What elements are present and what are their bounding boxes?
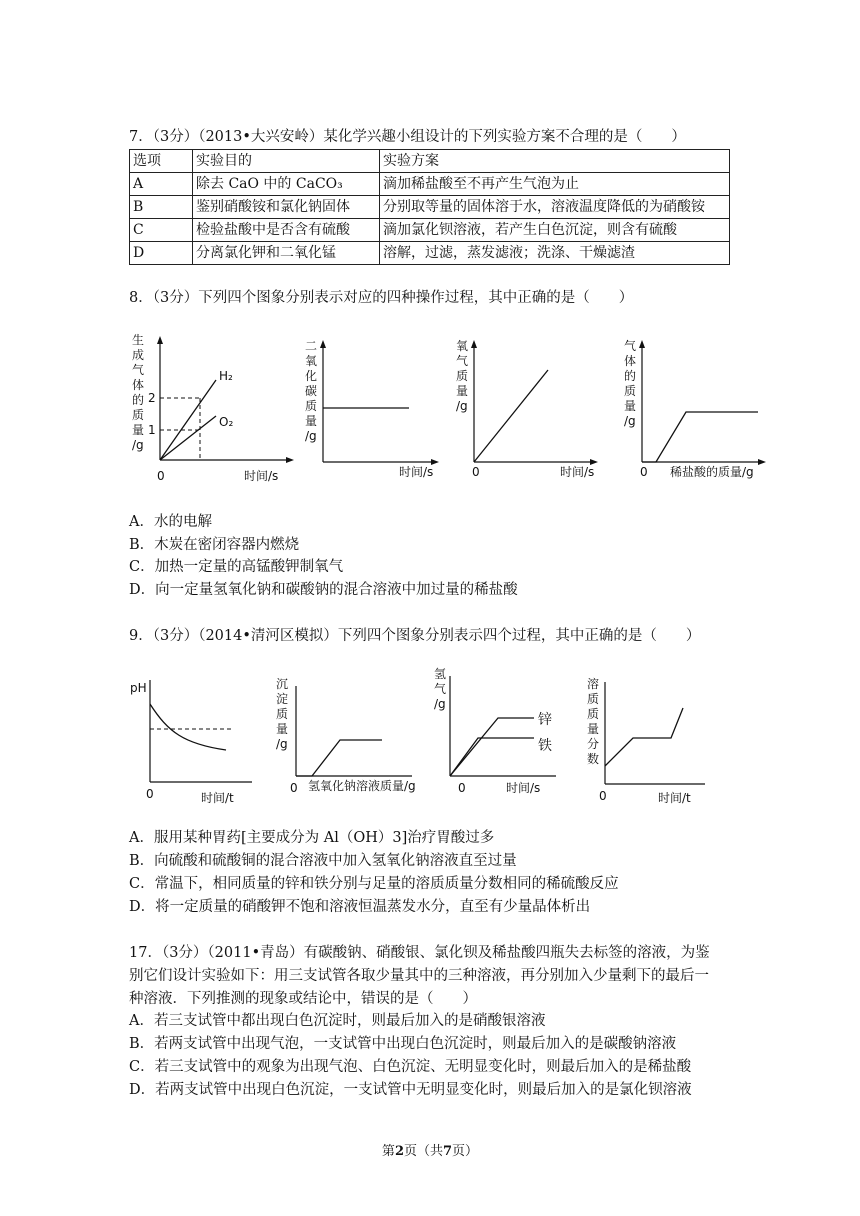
question-9-stem: 9．（3分）（2014•清河区模拟）下列四个图象分别表示四个过程，其中正确的是（ ） <box>129 628 701 644</box>
x-axis-label: 时间/s <box>399 465 434 479</box>
zinc-line <box>450 718 534 776</box>
x-axis-label: 稀盐酸的质量/g <box>670 465 754 479</box>
table-cell: D <box>130 242 193 265</box>
q8-option-b: B．木炭在密闭容器内燃烧 <box>129 537 300 553</box>
q9-option-d: D．将一定质量的硝酸钾不饱和溶液恒温蒸发水分，直至有少量晶体析出 <box>129 899 591 915</box>
question-7-stem: 7．（3分）（2013•大兴安岭）某化学兴趣小组设计的下列实验方案不合理的是（ ） <box>129 129 686 145</box>
x-axis-arrow <box>758 459 766 465</box>
series-label-zinc: 锌 <box>538 712 552 728</box>
experiment-table <box>129 149 730 265</box>
q9-graph-2 <box>270 672 430 812</box>
y-axis-label: 二氧化碳质量/g <box>305 339 318 443</box>
tick-label: 2 <box>148 391 156 405</box>
x-axis-label: 时间/s <box>506 781 541 795</box>
q17-option-c: C．若三支试管中的观象为出现气泡、白色沉淀、无明显变化时，则最后加入的是稀盐酸 <box>129 1059 692 1075</box>
q8-option-a: A．水的电解 <box>129 514 212 530</box>
y-axis-arrow <box>639 340 645 348</box>
y-axis-label: 沉淀质量/g <box>276 677 289 751</box>
q17-option-d: D．若两支试管中出现白色沉淀，一支试管中无明显变化时，则最后加入的是氯化钡溶液 <box>129 1082 692 1098</box>
table-row <box>130 173 730 196</box>
table-cell: 除去 CaO 中的 CaCO₃ <box>193 173 380 196</box>
origin-label: 0 <box>640 465 648 479</box>
ph-curve <box>150 704 226 750</box>
y-axis-arrow <box>157 336 163 344</box>
table-cell: 鉴别硝酸铵和氯化钠固体 <box>193 196 380 219</box>
y-axis-label: 溶质质量分数 <box>587 677 600 766</box>
y-axis-label: 氧气质量/g <box>456 339 469 413</box>
x-axis-label: 氢氧化钠溶液质量/g <box>308 779 416 793</box>
origin-label: 0 <box>458 781 466 795</box>
y-axis-arrow <box>320 340 326 348</box>
origin-label: 0 <box>472 465 480 479</box>
table-cell: B <box>130 196 193 219</box>
y-axis-label: pH <box>130 681 147 695</box>
q9-option-a: A．服用某种胃药[主要成分为 Al（OH）3]治疗胃酸过多 <box>129 830 495 846</box>
origin-label: 0 <box>290 781 298 795</box>
y-axis-label: 生成气体的质量/g <box>132 333 145 452</box>
question-8-stem: 8．（3分）下列四个图象分别表示对应的四种操作过程，其中正确的是（ ） <box>129 290 634 306</box>
q9-option-c: C．常温下，相同质量的锌和铁分别与足量的溶质质量分数相同的稀硫酸反应 <box>129 876 619 892</box>
oxygen-line <box>474 370 548 462</box>
question-17-stem-line-2: 别它们设计实验如下：用三支试管各取少量其中的三种溶液，再分别加入少量剩下的最后一 <box>129 968 709 984</box>
q8-graph-3 <box>452 330 602 490</box>
footer-middle: 页（共 <box>403 1144 443 1159</box>
iron-line <box>450 738 534 776</box>
question-17-stem-line-3: 种溶液．下列推测的现象或结论中，错误的是（ ） <box>129 991 477 1007</box>
q9-graph-3 <box>430 660 570 810</box>
q9-graph-4 <box>585 672 715 812</box>
o2-line <box>160 416 216 460</box>
tick-label: 1 <box>148 423 156 437</box>
y-axis-label: 气体的质量/g <box>624 339 637 428</box>
q8-graph-1 <box>128 330 298 490</box>
table-cell: 溶解，过滤，蒸发滤液；洗涤、干燥滤渣 <box>380 242 730 265</box>
q8-graph-4 <box>620 330 770 490</box>
table-row <box>130 242 730 265</box>
q17-option-a: A．若三支试管中都出现白色沉淀时，则最后加入的是硝酸银溶液 <box>129 1013 546 1029</box>
table-cell: 分离氯化钾和二氧化锰 <box>193 242 380 265</box>
series-label-h2: H₂ <box>219 369 233 383</box>
table-header-cell: 实验方案 <box>380 150 730 173</box>
footer-prefix: 第 <box>381 1144 395 1159</box>
concentration-line <box>605 708 683 766</box>
table-row <box>130 219 730 242</box>
page-number: 2 <box>394 1144 404 1159</box>
origin-label: 0 <box>157 469 165 483</box>
q8-option-c: C．加热一定量的高锰酸钾制氧气 <box>129 559 344 575</box>
table-row <box>130 196 730 219</box>
x-axis-label: 时间/s <box>244 469 279 483</box>
table-header-cell: 实验目的 <box>193 150 380 173</box>
question-17-stem-line-1: 17．（3分）（2011•青岛）有碳酸钠、硝酸银、氯化钡及稀盐酸四瓶失去标签的溶液，为鉴 <box>129 945 710 961</box>
series-label-o2: O₂ <box>219 415 234 429</box>
y-axis-arrow <box>471 340 477 348</box>
table-header-row <box>130 150 730 173</box>
q17-option-b: B．若两支试管中出现气泡，一支试管中出现白色沉淀时，则最后加入的是碳酸钠溶液 <box>129 1036 677 1052</box>
gas-line <box>642 412 758 462</box>
table-header-cell: 选项 <box>130 150 193 173</box>
table-cell: 检验盐酸中是否含有硫酸 <box>193 219 380 242</box>
q8-option-d: D．向一定量氢氧化钠和碳酸钠的混合溶液中加过量的稀盐酸 <box>129 582 518 598</box>
q9-graph-1 <box>128 672 258 812</box>
series-label-iron: 铁 <box>538 738 552 754</box>
table-cell: 分别取等量的固体溶于水，溶液温度降低的为硝酸铵 <box>380 196 730 219</box>
table-cell: C <box>130 219 193 242</box>
x-axis-label: 时间/t <box>201 791 234 805</box>
table-cell: 滴加稀盐酸至不再产生气泡为止 <box>380 173 730 196</box>
precipitate-line <box>296 740 382 776</box>
h2-line <box>160 380 216 460</box>
x-axis-arrow <box>286 457 294 463</box>
origin-label: 0 <box>146 787 154 801</box>
q8-graph-2 <box>303 330 443 490</box>
q9-option-b: B．向硫酸和硫酸铜的混合溶液中加入氢氧化钠溶液直至过量 <box>129 853 517 869</box>
origin-label: 0 <box>599 789 607 803</box>
page-total: 7 <box>443 1144 453 1159</box>
page-footer <box>0 1140 860 1159</box>
x-axis-label: 时间/t <box>658 791 691 805</box>
footer-suffix: 页） <box>452 1144 479 1159</box>
y-axis-label: 氢气/g <box>434 667 447 711</box>
x-axis-label: 时间/s <box>560 465 595 479</box>
table-cell: 滴加氯化钡溶液，若产生白色沉淀，则含有硫酸 <box>380 219 730 242</box>
table-cell: A <box>130 173 193 196</box>
